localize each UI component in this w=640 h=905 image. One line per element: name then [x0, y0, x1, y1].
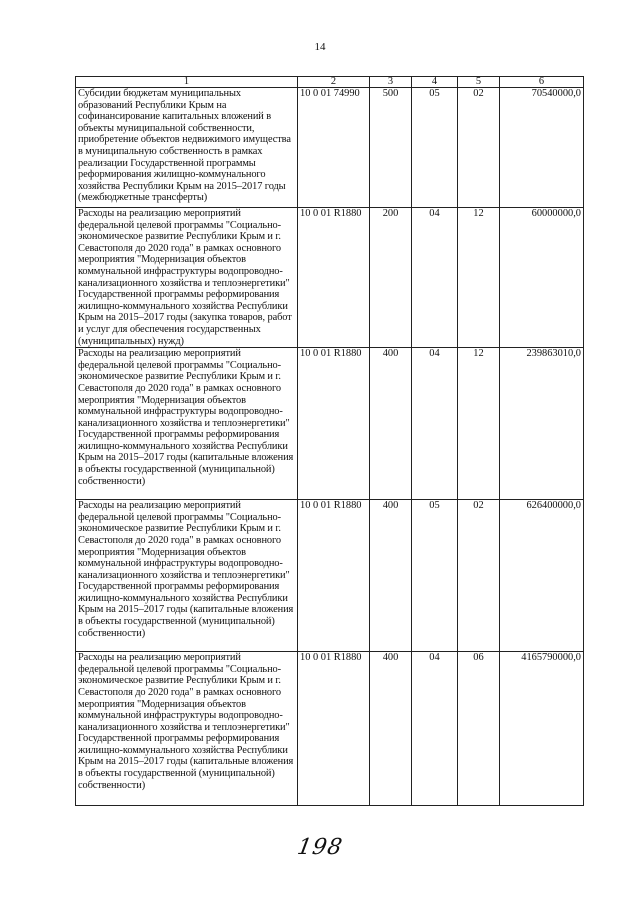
row-target-code: 10 0 01 R1880	[298, 208, 370, 348]
table-row	[76, 652, 584, 806]
table-row	[76, 348, 584, 500]
row-amount: 70540000,0	[500, 88, 584, 208]
row-subsection: 02	[458, 88, 500, 208]
row-description: Субсидии бюджетам муниципальных образований Республики Крым на софинансирование капитальных вложений в объекты муниципальной собственности, приобретение объектов недвижимого имущества в муниципальную собственность в рамках реализации Государственной программы реформирования жилищно-коммунального хозяйства Республики Крым на 2015–2017 годы (межбюджетные трансферты)	[76, 88, 298, 208]
row-amount: 60000000,0	[500, 208, 584, 348]
column-header: 4	[412, 77, 458, 88]
row-section: 05	[412, 88, 458, 208]
row-description: Расходы на реализацию мероприятий федеральной целевой программы "Социально-экономическое развитие Республики Крым и г. Севастополя до 2020 года" в рамках основного мероприятия "Модернизация объектов коммунальной инфраструктуры водопроводно-канализационного хозяйства и теплоэнергетики" Государственной программы реформирования жилищно-коммунального хозяйства Республики Крым на 2015–2017 годы (капитальные вложения в объекты государственной (муниципальной) собственности)	[76, 652, 298, 806]
row-amount: 4165790000,0	[500, 652, 584, 806]
row-expense-type: 200	[370, 208, 412, 348]
handwritten-page-number: 198	[295, 835, 345, 860]
row-subsection: 12	[458, 348, 500, 500]
row-target-code: 10 0 01 R1880	[298, 652, 370, 806]
row-target-code: 10 0 01 R1880	[298, 348, 370, 500]
column-header: 1	[76, 77, 298, 88]
row-amount: 626400000,0	[500, 500, 584, 652]
column-header: 5	[458, 77, 500, 88]
row-section: 04	[412, 348, 458, 500]
row-description: Расходы на реализацию мероприятий федеральной целевой программы "Социально-экономическое развитие Республики Крым и г. Севастополя до 2020 года" в рамках основного мероприятия "Модернизация объектов коммунальной инфраструктуры водопроводно-канализационного хозяйства и теплоэнергетики" Государственной программы реформирования жилищно-коммунального хозяйства Республики Крым на 2015–2017 годы (капитальные вложения в объекты государственной (муниципальной) собственности)	[76, 500, 298, 652]
row-subsection: 02	[458, 500, 500, 652]
row-section: 04	[412, 208, 458, 348]
row-subsection: 12	[458, 208, 500, 348]
row-target-code: 10 0 01 74990	[298, 88, 370, 208]
row-expense-type: 400	[370, 348, 412, 500]
column-header: 2	[298, 77, 370, 88]
row-target-code: 10 0 01 R1880	[298, 500, 370, 652]
row-expense-type: 400	[370, 500, 412, 652]
budget-table	[75, 76, 584, 806]
table-row	[76, 88, 584, 208]
column-header: 6	[500, 77, 584, 88]
row-expense-type: 500	[370, 88, 412, 208]
table-header-row	[76, 77, 584, 88]
table-row	[76, 208, 584, 348]
row-section: 04	[412, 652, 458, 806]
row-description: Расходы на реализацию мероприятий федеральной целевой программы "Социально-экономическое развитие Республики Крым и г. Севастополя до 2020 года" в рамках основного мероприятия "Модернизация объектов коммунальной инфраструктуры водопроводно-канализационного хозяйства и теплоэнергетики" Государственной программы реформирования жилищно-коммунального хозяйства Республики Крым на 2015–2017 годы (закупка товаров, работ и услуг для обеспечения государственных (муниципальных) нужд)	[76, 208, 298, 348]
row-section: 05	[412, 500, 458, 652]
row-amount: 239863010,0	[500, 348, 584, 500]
row-expense-type: 400	[370, 652, 412, 806]
column-header: 3	[370, 77, 412, 88]
row-description: Расходы на реализацию мероприятий федеральной целевой программы "Социально-экономическое развитие Республики Крым и г. Севастополя до 2020 года" в рамках основного мероприятия "Модернизация объектов коммунальной инфраструктуры водопроводно-канализационного хозяйства и теплоэнергетики" Государственной программы реформирования жилищно-коммунального хозяйства Республики Крым на 2015–2017 годы (капитальные вложения в объекты государственной (муниципальной) собственности)	[76, 348, 298, 500]
row-subsection: 06	[458, 652, 500, 806]
table-row	[76, 500, 584, 652]
page-number: 14	[314, 41, 326, 53]
